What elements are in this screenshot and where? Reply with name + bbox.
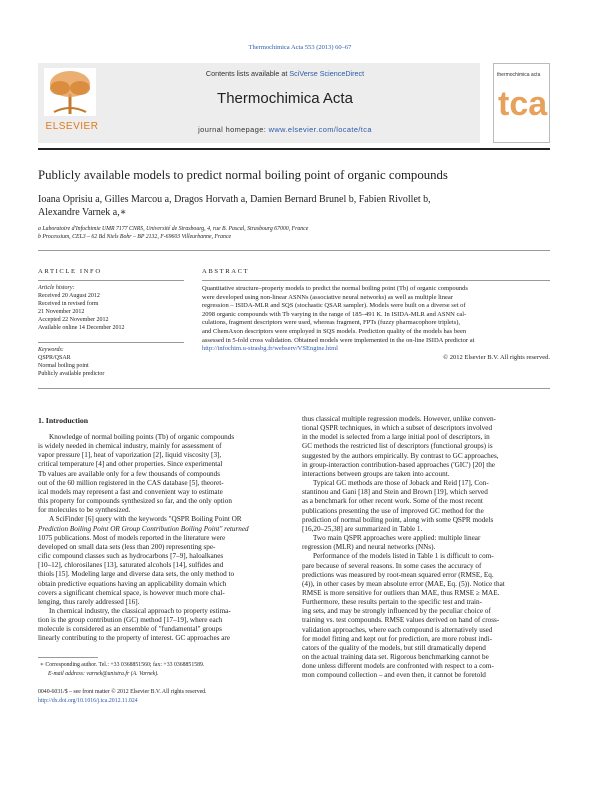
contents-line <box>100 69 470 78</box>
body-line: cators of the quality of the models, but still dramatically depend <box>302 643 486 652</box>
body-line: thus classical multiple regression models. However, unlike conven- <box>302 415 496 423</box>
footnote-rule <box>38 657 98 658</box>
body-line: covers a significant chemical space, is however much more chal- <box>38 588 225 597</box>
elsevier-tree-icon <box>44 68 96 116</box>
abstract-line: Quantitative structure–property models to predict the normal boiling point (Tb) of organic compounds <box>202 285 468 292</box>
abstract-line: and ChemAxon descriptors were employed in SQS models. Prediction quality of the models has been <box>202 327 467 335</box>
doi-link[interactable]: http://dx.doi.org/10.1016/j.tca.2012.11.024 <box>38 698 138 704</box>
journal-cover <box>493 63 550 143</box>
body-line: in group-interaction contribution-based approaches ('GIC') [20] the <box>302 460 495 469</box>
body-line: molecule is considered as an ensemble of "fundamental" groups <box>38 625 222 634</box>
history-item: Received in revised form <box>38 301 99 307</box>
history-heading: Article history: <box>38 285 75 291</box>
body-line: ical models may represent a fast and convenient way to estimate <box>38 487 223 496</box>
body-line: Prediction Boiling Point OR Group Contribution Boiling Point" returned <box>38 524 249 533</box>
elsevier-logo <box>44 68 96 116</box>
body-line: obtain predictive equations having an applicability domain which <box>38 579 227 588</box>
keyword: Publicly available predictor <box>38 371 105 377</box>
body-line: predictions was measured by root-mean squared error (RMSE, Eq. <box>302 570 494 579</box>
keyword: QSPR/QSAR <box>38 355 71 361</box>
body-line: in the model is selected from a large initial pool of descriptors, in <box>302 433 490 442</box>
history-item: Available online 14 December 2012 <box>38 325 125 331</box>
abstract-line: regression – ISIDA-MLR and SQS (stochastic QSAR sampler). Models were built on a diverse set of <box>202 302 466 310</box>
abstract-end-rule <box>38 388 550 389</box>
abstract-line: culations, fragment descriptors were used, whereas fragment, FPTs (fuzzy pharmacophore triplets), <box>202 319 461 327</box>
homepage-prefix: journal homepage: <box>198 125 269 134</box>
body-line: prediction of normal boiling point, along with some QSPR models <box>302 515 494 524</box>
body-line: (4)), in other cases by mean absolute error (MAE, Eq. (5)). Notice that <box>302 579 505 588</box>
history-item: Accepted 22 November 2012 <box>38 317 109 323</box>
authors-line-2: Alexandre Varnek a,∗ <box>38 207 127 218</box>
body-line: tional QSPR techniques, in which a subset of descriptors involved <box>302 424 493 433</box>
keywords-rule <box>38 342 184 343</box>
body-line: validation approaches, where each compound is alternatively used <box>302 625 493 634</box>
body-line: linearly contributing to the property of interest. GC approaches are <box>38 634 231 643</box>
abstract-link[interactable]: http://infochim.u-strasbg.fr/webserv/VSEngine.html <box>202 345 338 353</box>
abstract-body <box>202 285 550 362</box>
body-line: A SciFinder [6] query with the keywords "QSPR Boiling Point OR <box>49 515 242 524</box>
body-line: RMSE is more sensitive for outliers than MAE, thus RMSE ≥ MAE. <box>302 588 500 597</box>
abstract-line: were developed using non-linear ASNNs (associative neural networks) as well as multiple linear <box>202 293 453 301</box>
body-line: GC methods the restricted list of descriptors (functional groups) is <box>302 442 493 451</box>
left-column <box>38 433 288 644</box>
body-line: Knowledge of normal boiling points (Tb) of organic compounds <box>49 433 235 441</box>
cover-title: thermochimica acta <box>497 72 541 78</box>
journal-title: Thermochimica Acta <box>217 90 353 107</box>
body-line: [10–12], chlorosilanes [13], saturated alcohols [14], sulfides and <box>38 561 224 570</box>
publisher-name: ELSEVIER <box>45 121 99 132</box>
affiliation-b: b Processium, CEL3 – 62 Bd Niels Bohr – BP 2132, F-69603 Villeurbanne, France <box>38 234 232 240</box>
article-title: Publicly available models to predict normal boiling point of organic compounds <box>38 168 448 182</box>
homepage-line <box>100 125 470 134</box>
body-line: Two main QSPR approaches were applied: multiple linear <box>313 534 481 543</box>
contents-prefix: Contents lists available at <box>205 69 290 78</box>
article-info-heading: ARTICLE INFO <box>38 268 102 275</box>
body-line: Performance of the models listed in Table 1 is difficult to com- <box>313 552 494 561</box>
body-line: developed on small data sets (less than 200) representing spe- <box>38 542 216 551</box>
body-line: thiols [15]. Modeling large and diverse data sets, the only method to <box>38 570 235 579</box>
body-line: is widely needed in chemical industry, mainly for assessment of <box>38 442 222 451</box>
body-line: on the actual training data set. Rigorous benchmarking cannot be <box>302 653 489 662</box>
sciencedirect-link[interactable]: SciVerse ScienceDirect <box>289 69 365 78</box>
body-line: Tb values are available only for a few thousands of compounds <box>38 469 221 478</box>
body-line: stantinou and Gani [18] and Stein and Brown [19], which served <box>302 488 488 497</box>
article-history <box>38 284 188 332</box>
copyright: © 2012 Elsevier B.V. All rights reserved. <box>443 353 550 361</box>
body-line: regression (MLR) and neural networks (NNs). <box>302 543 436 552</box>
homepage-link[interactable]: www.elsevier.com/locate/tca <box>268 125 372 134</box>
keywords <box>38 346 188 378</box>
body-line: ing sets, and may be strongly influenced by the peculiar choice of <box>302 607 491 616</box>
affiliation-a: a Laboratoire d'Infochimie UMR 7177 CNRS, Université de Strasbourg, 4, rue B. Pascal, Strasbourg 67000, France <box>38 226 309 232</box>
article-info-rule <box>38 280 184 281</box>
body-line: pare because of several reasons. In some cases the accuracy of <box>302 561 482 570</box>
body-line: tion is the group contribution (GC) method [17–19], where each <box>38 616 223 625</box>
history-item: Received 20 August 2012 <box>38 293 100 299</box>
authors-line-1: Ioana Oprisiu a, Gilles Marcou a, Dragos Horvath a, Damien Bernard Brunel b, Fabien Rivollet b, <box>38 194 431 205</box>
running-head[interactable]: Thermochimica Acta 553 (2013) 60–67 <box>248 44 352 51</box>
abstract-line: assessed in 5-fold cross validation. Obtained models were implemented in the on-line ISIDA predictor at <box>202 336 475 344</box>
body-line: In chemical industry, the classical approach to property estima- <box>49 606 231 615</box>
affiliation-rule <box>38 250 550 251</box>
body-line: Furthermore, these results pertain to the specific test and train- <box>302 598 483 607</box>
body-line: cific compound classes such as hydrocarbons [7–9], haloalkanes <box>38 552 224 561</box>
body-line: lenging, thus rarely addressed [16]. <box>38 597 140 606</box>
body-line: publications presenting the use of improved GC method for the <box>302 506 484 515</box>
body-line: this property for compounds synthesized so far, and the only option <box>38 497 232 506</box>
body-line: vapor pressure [1], heat of vaporization [2], liquid viscosity [3], <box>38 451 222 460</box>
corresponding-author: ∗ Corresponding author. Tel.: +33 0368851560; fax: +33 0368851589. <box>40 662 205 668</box>
right-column <box>302 415 550 681</box>
abstract-line: 2098 organic compounds with Tb varying in the range of 185–491 K. In ISIDA-MLR and ASNN cal- <box>202 310 467 318</box>
body-line: critical temperature [4] and other properties. Since experimental <box>38 460 223 469</box>
body-line: interactions between groups are taken into account. <box>302 469 450 478</box>
body-line: done unless different models are confronted with respect to a com- <box>302 662 494 671</box>
email-note: E-mail address: varnek@unistra.fr (A. Varnek). <box>48 671 159 677</box>
cover-logo: tca <box>498 85 548 123</box>
history-item: 21 November 2012 <box>38 309 85 315</box>
keywords-heading: Keywords: <box>38 347 64 353</box>
body-line: training vs. test compounds. RMSE values derived on hand of cross- <box>302 616 500 625</box>
abstract-rule <box>202 280 550 281</box>
section-heading: 1. Introduction <box>38 416 89 425</box>
body-line: mon compound collection – and even then, it cannot be foretold <box>302 671 486 680</box>
abstract-heading: ABSTRACT <box>202 268 250 275</box>
body-line: suggested by the authors empirically. By contrast to GC approaches, <box>302 451 499 460</box>
body-line: 1075 publications. Most of models reported in the literature were <box>38 533 226 542</box>
issn-line: 0040-6031/$ – see front matter © 2012 Elsevier B.V. All rights reserved. <box>38 689 207 695</box>
body-line: for molecules to be synthesized. <box>38 506 131 515</box>
body-line: as a benchmark for other recent work. Some of the most recent <box>302 497 483 506</box>
body-line: [16,20–25,38] are summarized in Table 1. <box>302 524 423 533</box>
keyword: Normal boiling point <box>38 363 89 369</box>
body-line: for model fitting and kept out for prediction, are more robust indi- <box>302 634 493 643</box>
body-line: out of the 60 million registered in the CAS database [5], theoret- <box>38 478 224 487</box>
header-rule <box>38 148 550 150</box>
body-line: Typical GC methods are those of Joback and Reid [17], Con- <box>313 479 489 488</box>
